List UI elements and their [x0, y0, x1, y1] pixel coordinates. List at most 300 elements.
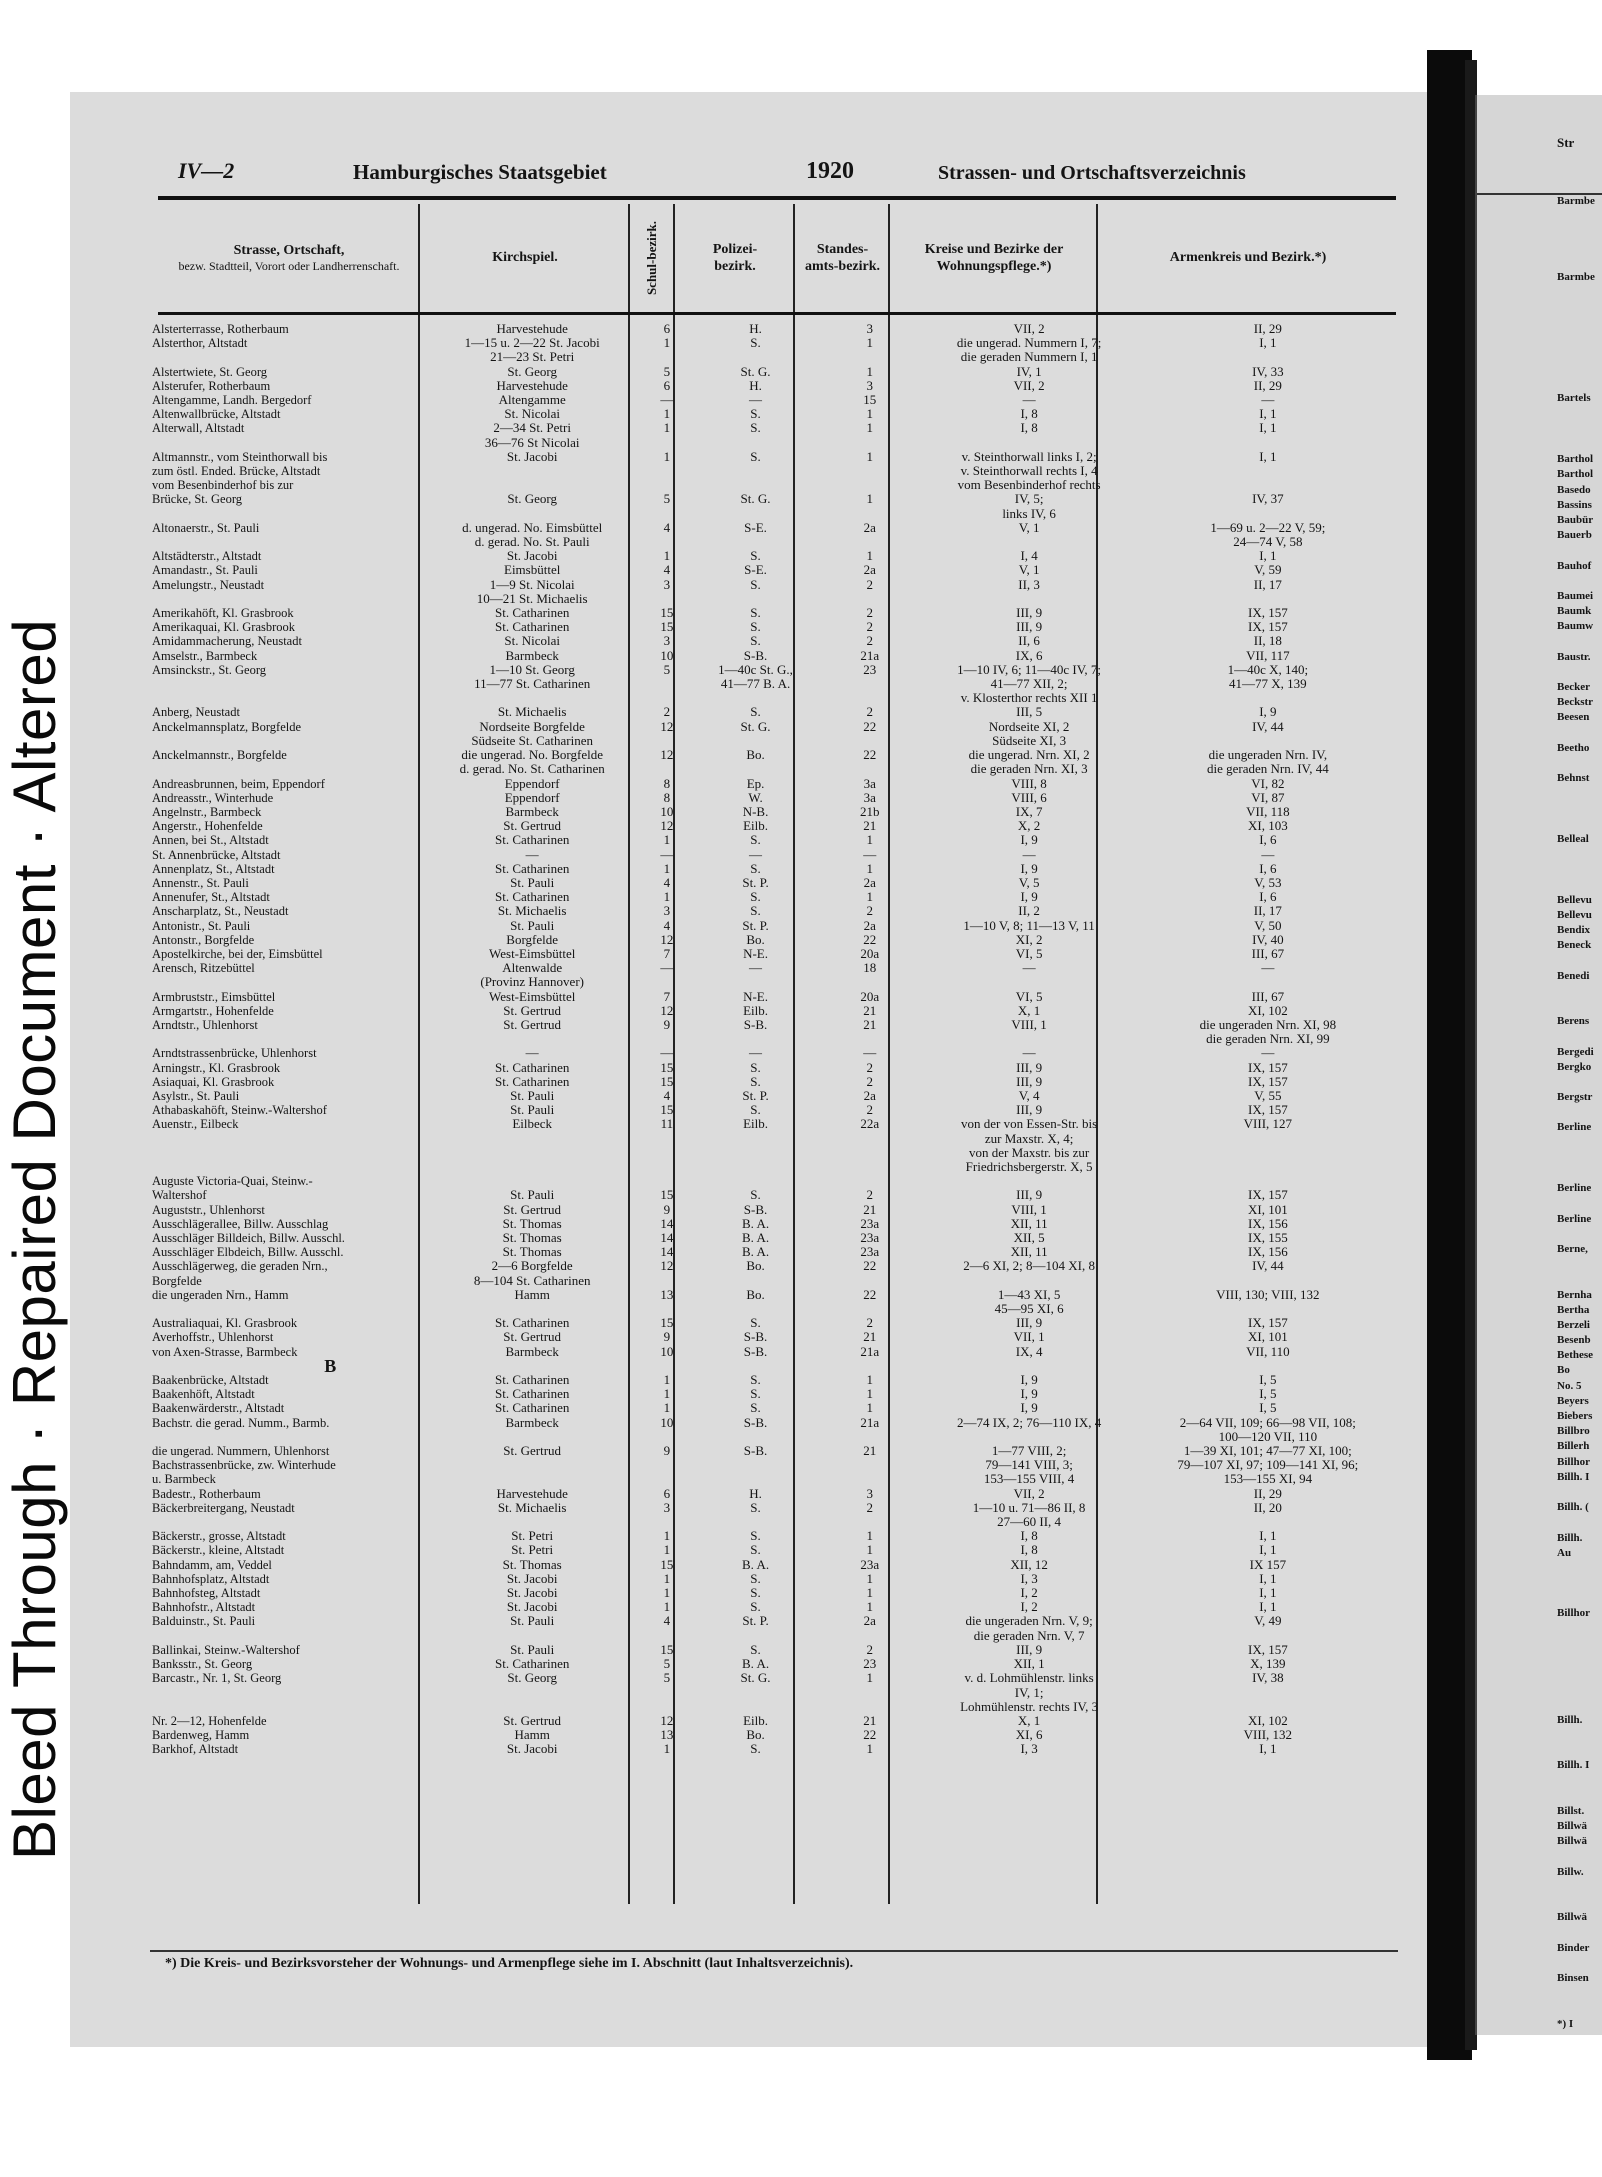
cell-stand: 2a [863, 874, 876, 890]
cell-street: Amelungstr., Neustadt [152, 577, 265, 592]
header-rule [158, 196, 1396, 200]
facing-page-item: Berzeli [1557, 1318, 1590, 1331]
cell-street: Bäckerstr., kleine, Altstadt [152, 1543, 285, 1558]
cell-kirch [423, 1359, 642, 1373]
cell-armen: IX, 157 [1248, 1059, 1288, 1075]
cell-stand: 1 [866, 832, 874, 848]
cell-armen: I, 1 [1259, 1542, 1277, 1558]
cell-schul: 4 [663, 519, 671, 535]
table-row [150, 961, 1398, 975]
cell-schul: 14 [660, 1230, 674, 1245]
cell-pol: — [749, 846, 763, 862]
cell-kreis: VII, 1 [1013, 1329, 1045, 1345]
facing-page-item: Baumk [1557, 605, 1592, 618]
cell-pol: St. P. [742, 874, 769, 890]
facing-page-item: Barthol [1557, 453, 1594, 466]
cell-kirch: St. Jacobi [506, 1741, 558, 1757]
cell-kirch: Barmbeck [505, 647, 559, 663]
facing-page-item [1557, 575, 1602, 590]
cell-schul: 2 [663, 704, 671, 720]
facing-page-item: Barthol [1557, 468, 1594, 481]
cell-street: Altenwallbrücke, Altstadt [152, 407, 281, 422]
cell-armen: I, 1 [1259, 1585, 1277, 1601]
cell-street [150, 350, 423, 364]
cell-stand: 1 [866, 1670, 874, 1686]
cell-pol: S. [750, 420, 761, 436]
cell-stand: 1 [866, 1741, 874, 1757]
cell-kreis: 1—43 XI, 5 [997, 1286, 1061, 1302]
facing-page-item [1557, 985, 1602, 1000]
cell-schul: 5 [663, 363, 671, 379]
cell-kreis: 45—95 XI, 6 [994, 1301, 1064, 1317]
cell-schul: 1 [663, 448, 671, 464]
cell-street: Arningstr., Kl. Grasbrook [152, 1060, 281, 1075]
table-row [150, 720, 1398, 734]
cell-schul [642, 535, 692, 549]
cell-armen: IV, 37 [1252, 491, 1284, 507]
column-header-armen-label: Armenkreis und Bezirk.*) [1169, 250, 1327, 266]
table-row [150, 578, 1398, 592]
cell-street: Bachstr. die gerad. Numm., Barmb. [152, 1415, 330, 1430]
cell-armen: I, 1 [1259, 420, 1277, 436]
cell-schul: 10 [660, 647, 674, 663]
column-header-kreis-label: Kreise und Bezirke der Wohnungspflege.*) [924, 241, 1064, 274]
cell-pol: S. [750, 860, 761, 876]
table-row [150, 1160, 1398, 1174]
cell-kreis: — [1022, 960, 1036, 976]
cell-schul [642, 1686, 692, 1700]
table-row [150, 691, 1398, 705]
cell-schul: 13 [660, 1727, 674, 1743]
cell-pol: St. G. [740, 1670, 771, 1686]
facing-page-item [1557, 1592, 1602, 1607]
facing-page-item [1557, 878, 1602, 893]
cell-street: Ausschläger Billdeich, Billw. Ausschl. [152, 1231, 345, 1245]
table-row [150, 663, 1398, 677]
cell-schul: 12 [660, 747, 674, 763]
cell-armen: IX, 157 [1248, 1073, 1288, 1089]
cell-street: Annenufer, St., Altstadt [152, 890, 270, 905]
cell-kreis: Nordseite XI, 2 [988, 718, 1070, 734]
cell-pol [692, 1686, 819, 1700]
cell-armen: VII, 117 [1246, 647, 1290, 663]
cell-stand: 2a [863, 1613, 876, 1629]
cell-kirch: St. Michaelis [497, 1499, 567, 1515]
cell-kirch: 10—21 St. Michaelis [476, 590, 588, 606]
facing-page-item [1557, 2002, 1602, 2017]
cell-pol [692, 1515, 819, 1529]
cell-armen: IV, 33 [1252, 363, 1284, 379]
facing-page-item: Bellevu [1557, 908, 1592, 921]
cell-kirch: St. Catharinen [494, 1386, 570, 1402]
cell-schul: 1 [663, 1542, 671, 1558]
cell-pol: S-E. [744, 562, 767, 578]
cell-armen: VII, 118 [1246, 803, 1290, 819]
cell-stand: 2 [866, 1102, 874, 1118]
street-directory-table [150, 322, 1398, 1757]
cell-street: Auguste Victoria-Quai, Steinw.- [152, 1174, 313, 1189]
cell-schul: 14 [660, 1244, 674, 1260]
cell-schul: 1 [663, 548, 671, 564]
cell-stand [819, 1629, 920, 1643]
cell-street [150, 1032, 423, 1046]
cell-kreis: die ungerad. Nummern I, 7; [956, 335, 1102, 351]
cell-stand: 1 [866, 1599, 874, 1615]
cell-stand: 23a [860, 1215, 880, 1231]
table-row [150, 1188, 1398, 1202]
cell-kirch: St. Catharinen [494, 605, 570, 621]
cell-armen: III, 67 [1251, 988, 1285, 1004]
cell-kirch: St. Pauli [510, 1102, 555, 1118]
cell-stand: 2 [866, 576, 874, 592]
cell-stand: — [863, 1045, 877, 1061]
cell-street [150, 975, 423, 989]
table-row [150, 1430, 1398, 1444]
cell-armen: III, 67 [1251, 945, 1285, 961]
cell-pol: St. G. [740, 491, 771, 507]
cell-pol: H. [749, 377, 762, 393]
cell-kirch [423, 507, 642, 521]
cell-street: die ungeraden Nrn., Hamm [152, 1287, 289, 1302]
table-row [150, 478, 1398, 492]
cell-schul: 5 [663, 661, 671, 677]
cell-pol: S. [750, 1400, 761, 1416]
facing-page-item [1557, 317, 1602, 332]
cell-schul: 1 [663, 335, 671, 351]
cell-schul [642, 734, 692, 748]
cell-pol: S. [750, 889, 761, 905]
cell-pol [692, 535, 819, 549]
table-row [150, 1004, 1398, 1018]
cell-stand: 1 [866, 1372, 874, 1388]
cell-kirch: Barmbeck [505, 1414, 559, 1430]
cell-kreis: VIII, 1 [1011, 1016, 1047, 1032]
cell-street: Annen, bei St., Altstadt [152, 833, 269, 848]
cell-kirch: St. Michaelis [497, 903, 567, 919]
cell-schul [642, 975, 692, 989]
cell-kirch [423, 464, 642, 478]
cell-kirch: St. Catharinen [494, 1400, 570, 1416]
table-row [150, 1274, 1398, 1288]
facing-page-item: Baumw [1557, 620, 1594, 633]
cell-schul: 7 [663, 988, 671, 1004]
cell-kirch: St. Catharinen [494, 1372, 570, 1388]
cell-kreis: XII, 1 [1013, 1656, 1045, 1672]
cell-kreis [921, 1274, 1138, 1288]
table-row [150, 379, 1398, 393]
cell-armen [1138, 1302, 1398, 1316]
cell-schul: 1 [663, 406, 671, 422]
facing-page-item: Billhor [1557, 1455, 1591, 1468]
cell-kirch: — [525, 1045, 539, 1061]
facing-page-item [1557, 757, 1602, 772]
table-row [150, 748, 1398, 762]
column-header-kreis [890, 204, 1098, 312]
facing-page-item [1557, 1638, 1602, 1653]
table-row [150, 336, 1398, 350]
cell-schul: 12 [660, 931, 674, 947]
cell-street [150, 1160, 423, 1174]
cell-armen: — [1261, 960, 1275, 976]
column-header-stand-label: Standes-amts-bezirk. [804, 241, 881, 274]
cell-street: Baakenwärderstr., Altstadt [152, 1401, 285, 1416]
cell-kirch: St. Jacobi [506, 448, 558, 464]
facing-page-item [1557, 1729, 1602, 1744]
cell-schul: 12 [660, 718, 674, 734]
cell-schul: 8 [663, 789, 671, 805]
cell-pol: S. [750, 1585, 761, 1601]
cell-kirch: St. Georg [507, 491, 557, 507]
facing-page-item [1557, 1106, 1602, 1121]
cell-kirch [423, 1146, 642, 1160]
cell-pol [692, 1472, 819, 1486]
cell-schul: 11 [660, 1116, 674, 1132]
cell-schul: 15 [660, 1073, 674, 1089]
cell-street: Barcastr., Nr. 1, St. Georg [152, 1671, 282, 1686]
cell-armen [1138, 1274, 1398, 1288]
cell-armen: die geraden Nrn. XI, 99 [1206, 1031, 1330, 1047]
facing-page-item: Bertha [1557, 1303, 1590, 1316]
cell-street [150, 1700, 423, 1714]
cell-armen: die ungeraden Nrn. IV, [1208, 747, 1328, 763]
cell-pol: Ep. [746, 775, 765, 791]
cell-kirch: Hamm [514, 1727, 550, 1743]
cell-street: Barkhof, Altstadt [152, 1742, 239, 1757]
section-heading-row [150, 1359, 1398, 1373]
cell-street [150, 1132, 423, 1146]
cell-stand: 21 [863, 818, 877, 834]
cell-kreis: I, 8 [1020, 1528, 1038, 1544]
cell-schul: 1 [663, 889, 671, 905]
table-row [150, 464, 1398, 478]
cell-street: von Axen-Strasse, Barmbeck [152, 1344, 298, 1359]
cell-pol: — [749, 392, 763, 408]
table-row [150, 1245, 1398, 1259]
cell-stand: 22 [863, 1286, 877, 1302]
facing-page-item [1557, 787, 1602, 802]
cell-schul: — [660, 846, 674, 862]
cell-street: Alsterterrasse, Rotherbaum [152, 322, 289, 336]
facing-page-item: Barmbe [1557, 195, 1595, 207]
table-row [150, 393, 1398, 407]
cell-pol [692, 1302, 819, 1316]
cell-armen: IX, 157 [1248, 605, 1288, 621]
cell-street [150, 762, 423, 776]
cell-kreis: zur Maxstr. X, 4; [984, 1130, 1074, 1146]
table-row [150, 620, 1398, 634]
cell-kreis: III, 9 [1016, 1315, 1043, 1331]
cell-kirch: St. Pauli [510, 1187, 555, 1203]
cell-armen: I, 1 [1259, 1570, 1277, 1586]
table-row [150, 1302, 1398, 1316]
cell-armen: IX, 157 [1248, 1187, 1288, 1203]
cell-kirch: St. Gertrud [503, 1002, 562, 1018]
cell-kirch: Borgfelde [506, 931, 559, 947]
cell-kirch: St. Pauli [510, 874, 555, 890]
table-row [150, 1572, 1398, 1586]
cell-kirch [423, 1700, 642, 1714]
cell-schul [642, 1458, 692, 1472]
cell-street: Australiaquai, Kl. Grasbrook [152, 1316, 298, 1331]
cell-armen [1138, 478, 1398, 492]
cell-street: Badestr., Rotherbaum [152, 1486, 261, 1501]
cell-armen: VIII, 130; VIII, 132 [1216, 1286, 1320, 1302]
cell-stand: 1 [866, 1570, 874, 1586]
cell-schul: 15 [660, 1059, 674, 1075]
cell-kreis: I, 9 [1020, 832, 1038, 848]
cell-kirch: 2—34 St. Petri [493, 420, 571, 436]
cell-pol [692, 1160, 819, 1174]
cell-kirch: Harvestehude [496, 1485, 568, 1501]
facing-page-item: Berline [1557, 1212, 1592, 1225]
cell-armen [1138, 734, 1398, 748]
cell-stand [819, 762, 920, 776]
cell-kreis: I, 3 [1020, 1741, 1038, 1757]
table-row [150, 876, 1398, 890]
facing-page-item: Behnst [1557, 772, 1590, 785]
cell-pol: S. [750, 1315, 761, 1331]
facing-page-item [1557, 954, 1602, 969]
cell-armen: IX, 157 [1248, 1102, 1288, 1118]
cell-stand: 22 [863, 931, 877, 947]
cell-schul [642, 464, 692, 478]
cell-kreis: V, 1 [1018, 562, 1040, 578]
cell-armen: die ungeraden Nrn. XI, 98 [1199, 1016, 1337, 1032]
cell-kirch: Altengamme [498, 392, 566, 408]
cell-kreis: VII, 2 [1013, 321, 1045, 336]
cell-kirch: Eppendorf [504, 789, 560, 805]
cell-kreis: IX, 6 [1015, 647, 1043, 663]
cell-schul: 10 [660, 1343, 674, 1359]
cell-armen [1138, 507, 1398, 521]
cell-schul [642, 1146, 692, 1160]
cell-pol [692, 975, 819, 989]
side-label-text: Bleed Through · Repaired Document · Altered [1, 618, 68, 1860]
facing-page-item: Bergstr [1557, 1091, 1593, 1104]
cell-kreis: X, 1 [1017, 1712, 1041, 1728]
cell-schul: 6 [663, 377, 671, 393]
cell-schul: — [660, 392, 674, 408]
facing-page-item: Billst. [1557, 1804, 1585, 1817]
cell-pol [692, 1032, 819, 1046]
table-row [150, 862, 1398, 876]
facing-page-item [1557, 362, 1602, 377]
cell-schul [642, 677, 692, 691]
cell-kirch: 1—9 St. Nicolai [489, 576, 575, 592]
facing-page-item: Baustr. [1557, 650, 1591, 663]
cell-pol [692, 350, 819, 364]
cell-kreis: III, 9 [1016, 619, 1043, 635]
cell-stand: 2a [863, 917, 876, 933]
facing-page-item: Binder [1557, 1941, 1590, 1954]
cell-stand [819, 507, 920, 521]
facing-page-item: Berline [1557, 1121, 1592, 1134]
cell-armen [1138, 1700, 1398, 1714]
cell-kreis: II, 6 [1018, 633, 1040, 649]
facing-page-item [1557, 1486, 1602, 1501]
cell-armen: V, 59 [1254, 562, 1282, 578]
cell-street: Arndtstrassenbrücke, Uhlenhorst [152, 1046, 317, 1061]
cell-armen: die geraden Nrn. IV, 44 [1206, 761, 1329, 777]
facing-page-item [1557, 1228, 1602, 1243]
cell-kreis: XII, 11 [1010, 1215, 1048, 1231]
cell-armen: V, 53 [1254, 874, 1282, 890]
cell-stand: 21 [863, 1016, 877, 1032]
cell-stand [819, 1146, 920, 1160]
cell-kirch [423, 1515, 642, 1529]
cell-schul: 4 [663, 1087, 671, 1103]
cell-schul: 4 [663, 1613, 671, 1629]
cell-kreis: II, 2 [1018, 903, 1040, 919]
cell-armen: 41—77 X, 139 [1229, 676, 1307, 692]
cell-kreis: V, 5 [1018, 874, 1040, 890]
cell-stand: 2 [866, 1499, 874, 1515]
cell-kirch: St. Thomas [502, 1215, 562, 1231]
cell-pol: S. [750, 1570, 761, 1586]
cell-kreis: II, 3 [1018, 576, 1040, 592]
cell-stand: 2a [863, 1087, 876, 1103]
cell-kirch: St. Jacobi [506, 1570, 558, 1586]
table-row [150, 1629, 1398, 1643]
cell-kirch [423, 478, 642, 492]
table-row [150, 1586, 1398, 1600]
cell-stand: 1 [866, 448, 874, 464]
facing-page-item: Bergko [1557, 1060, 1592, 1073]
facing-page-item: Bassins [1557, 498, 1592, 511]
cell-street: Balduinstr., St. Pauli [152, 1614, 256, 1629]
facing-page-item: Bergedi [1557, 1045, 1594, 1058]
cell-kreis: I, 3 [1020, 1570, 1038, 1586]
facing-page-item: Bellevu [1557, 893, 1592, 906]
cell-armen [1138, 1174, 1398, 1188]
facing-page-item [1557, 1896, 1602, 1911]
cell-kreis: links IV, 6 [1002, 505, 1056, 521]
cell-pol: S-B. [743, 1329, 768, 1345]
cell-stand [819, 350, 920, 364]
cell-pol: S. [750, 633, 761, 649]
facing-page-item [1557, 544, 1602, 559]
facing-page-item: Bendix [1557, 924, 1591, 936]
cell-stand: 3a [863, 775, 876, 791]
cell-schul: 5 [663, 1656, 671, 1672]
cell-kreis [921, 1430, 1138, 1444]
table-row [150, 1046, 1398, 1060]
cell-pol [692, 1629, 819, 1643]
facing-page-item: Berline [1557, 1182, 1592, 1195]
cell-kirch: St. Jacobi [506, 548, 558, 564]
table-row [150, 1714, 1398, 1728]
cell-street: Averhoffstr., Uhlenhorst [152, 1330, 274, 1345]
facing-page [1475, 95, 1602, 2035]
cell-kreis: v. d. Lohmühlenstr. links [964, 1670, 1094, 1686]
cell-pol [692, 762, 819, 776]
cell-pol: Bo. [746, 931, 765, 947]
cell-kreis: 79—141 VIII, 3; [985, 1457, 1073, 1473]
facing-page-item [1557, 1850, 1602, 1865]
cell-street: Bahnhofstr., Altstadt [152, 1600, 256, 1615]
cell-stand [819, 436, 920, 450]
cell-stand: 23 [863, 661, 877, 677]
cell-kreis: 1—10 u. 71—86 II, 8 [972, 1499, 1086, 1515]
cell-street [150, 1430, 423, 1444]
cell-schul [642, 1274, 692, 1288]
cell-kreis: I, 2 [1020, 1599, 1038, 1615]
cell-pol: S-E. [744, 519, 767, 535]
cell-street: Ausschlägerweg, die geraden Nrn., [152, 1259, 328, 1274]
cell-armen: XI, 102 [1248, 1002, 1288, 1018]
facing-page-item [1557, 241, 1602, 256]
table-row [150, 606, 1398, 620]
